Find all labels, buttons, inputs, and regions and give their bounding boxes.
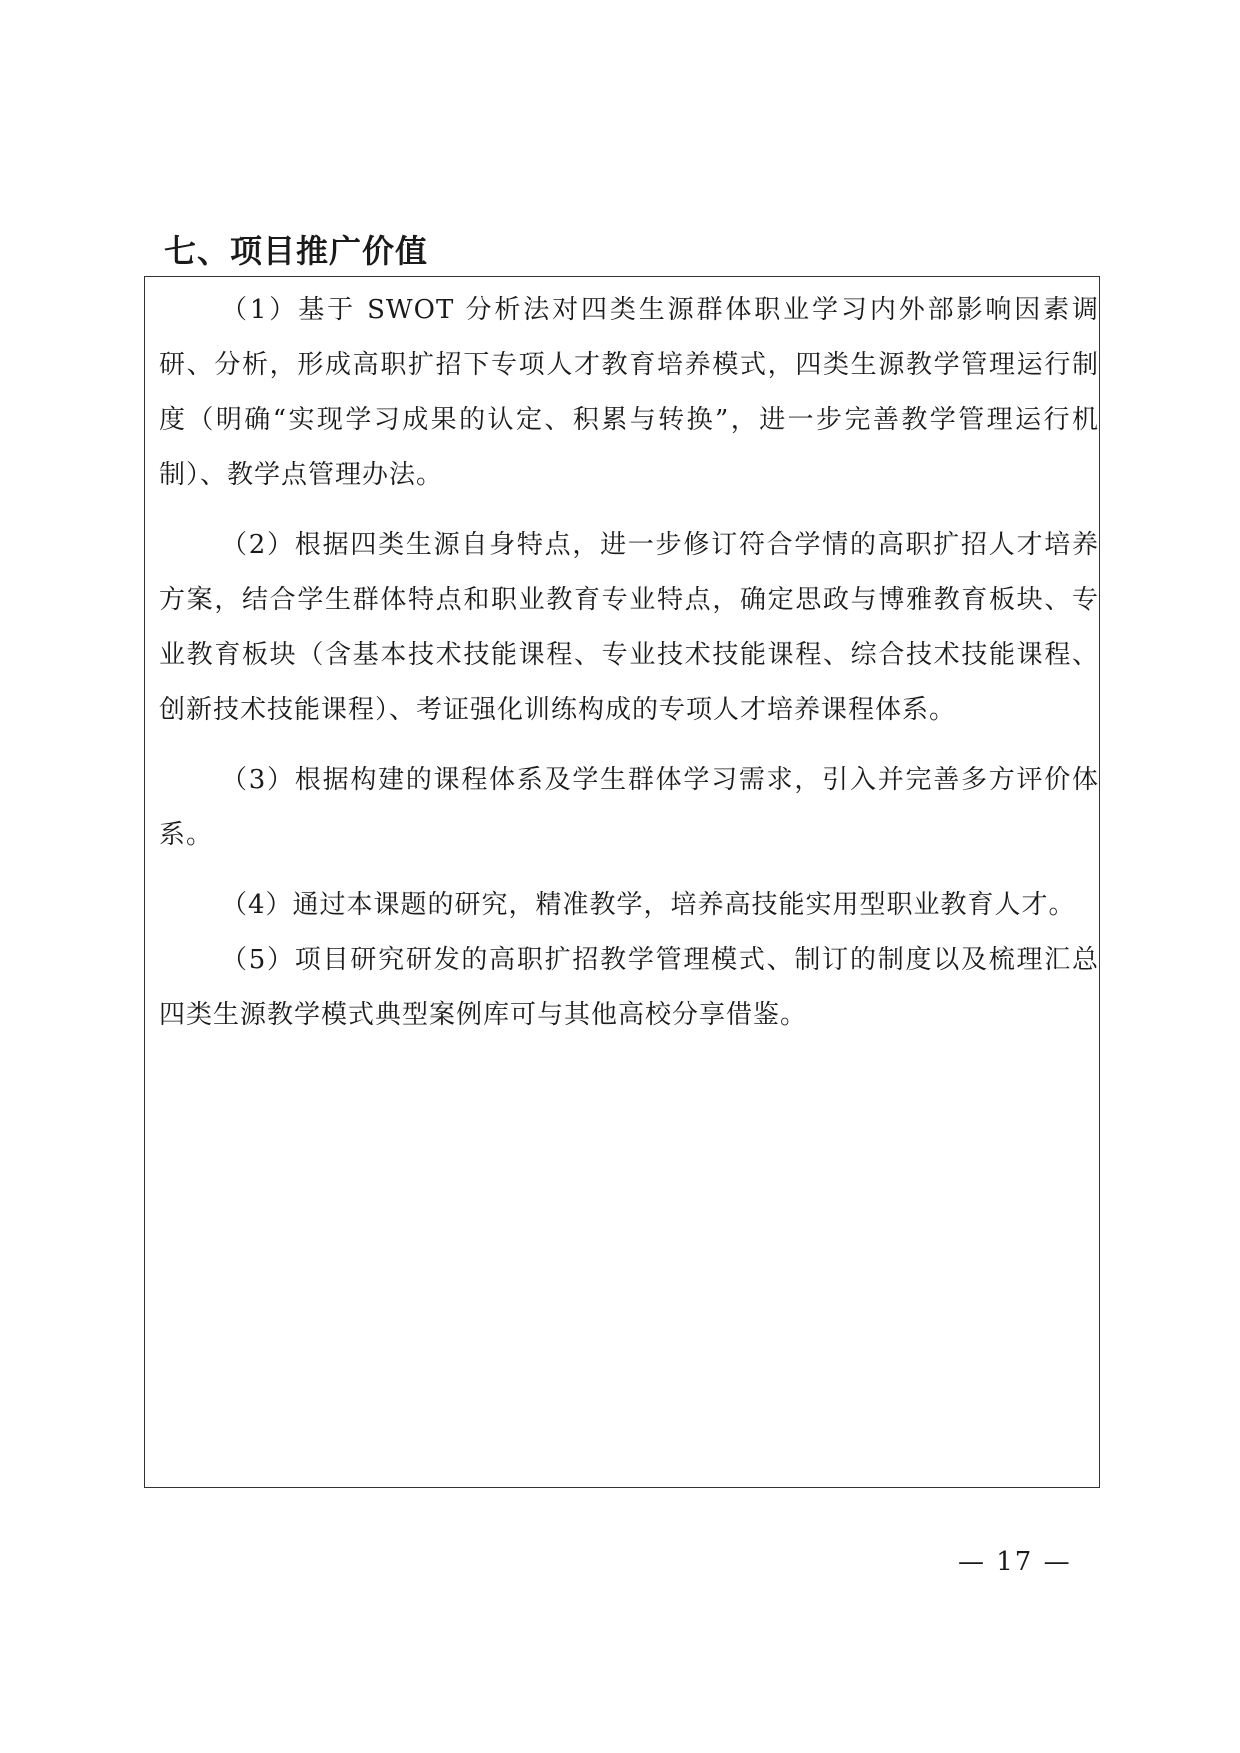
content-box [144, 276, 1100, 1488]
page-number: — 17 — [958, 1547, 1072, 1577]
paragraph-list [159, 277, 1099, 1043]
paragraph-4: （4）通过本课题的研究，精准教学，培养高技能实用型职业教育人才。 [221, 890, 1076, 920]
section-title: 七、项目推广价值 [164, 232, 429, 270]
paragraph-5: （5）项目研究研发的高职扩招教学管理模式、制订的制度以及梳理汇总四类生源教学模式典型案例库可与其他高校分享借鉴。 [159, 945, 1099, 1030]
paragraph-3: （3）根据构建的课程体系及学生群体学习需求，引入并完善多方评价体系。 [159, 765, 1099, 850]
paragraph-2: （2）根据四类生源自身特点，进一步修订符合学情的高职扩招人才培养方案，结合学生群体特点和职业教育专业特点，确定思政与博雅教育板块、专业教育板块（含基本技术技能课程、专业技术技能课程、综合技术技能课程、创新技术技能课程）、考证强化训练构成的专项人才培养课程体系。 [159, 530, 1099, 725]
paragraph-1: （1）基于 SWOT 分析法对四类生源群体职业学习内外部影响因素调研、分析，形成高职扩招下专项人才教育培养模式，四类生源教学管理运行制度（明确“实现学习成果的认定、积累与转换”，进一步完善教学管理运行机制）、教学点管理办法。 [159, 295, 1099, 490]
